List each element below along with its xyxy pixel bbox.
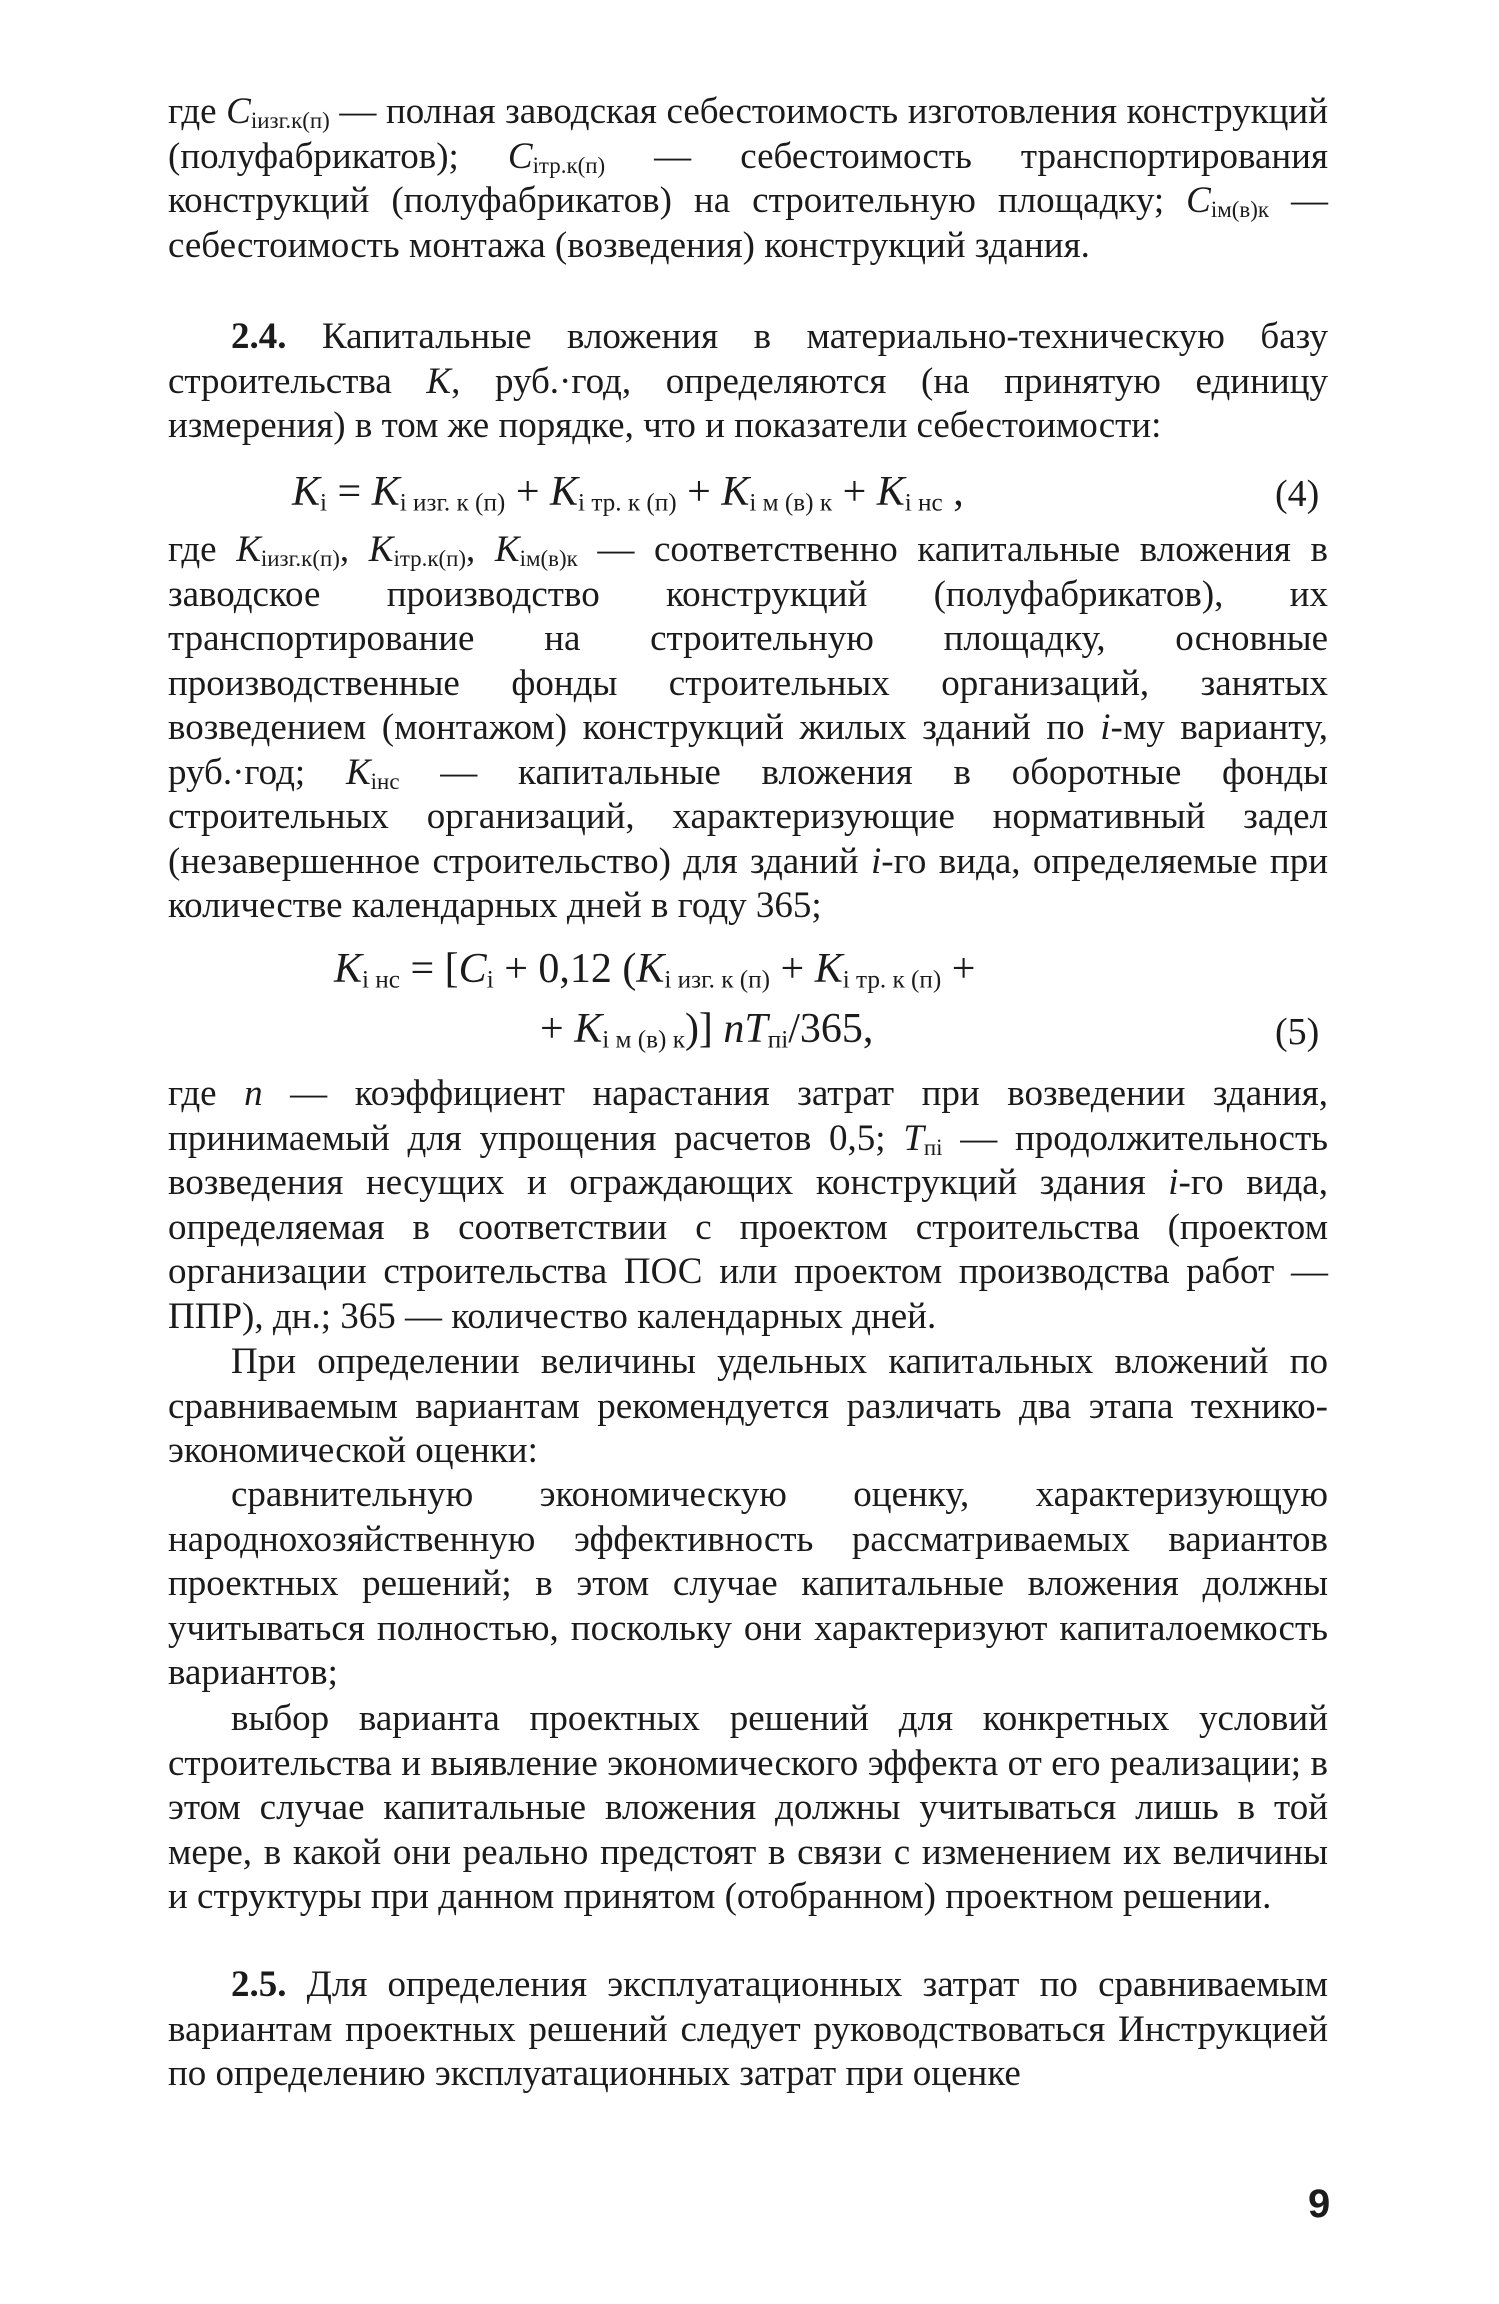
paragraph-coefficient-definitions: где n — коэффициент нарастания затрат при возведении здания, принимаемый для упрощения расчетов 0,5; $T_{пi}$ — продолжительность возведения несущих и ограждающих конструкций здания i-го вида, определяемая в соответствии с проектом строительства (проектом организации строительства ПОС или проектом производства работ — ППР), дн.; 365 — количество календарных дней. <box>168 1073 1328 1337</box>
section-2-5-paragraph: 2.5. Для определения эксплуатационных затрат по сравниваемым вариантам проектных решений следует руководствоваться Инструкцией по определению эксплуатационных затрат при оценке <box>168 1964 1328 2094</box>
page-number: 9 <box>1308 2182 1331 2226</box>
paragraph-investment-definitions: где $K_{iизг.к(п)}$, $K_{iтр.к(п)}$, $K_{iм(в)к}$ — соответственно капитальные вложения в заводское производство конструкций (полуфабрикатов), их транспортирование на строительную площадку, основные производственные фонды строительных организаций, занятых возведением (монтажом) конструкций жилых зданий по i-му варианту, руб.·год; $K_{iнс}$ — капитальные вложения в оборотные фонды строительных организаций, характеризующие нормативный задел (незавершенное строительство) для зданий i-го вида, определяемые при количестве календарных дней в году 365; <box>168 529 1329 926</box>
paragraph-stage-2: выбор варианта проектных решений для конкретных условий строительства и выявление экономического эффекта от его реализации; в этом случае капитальные вложения должны учитываться лишь в той мере, в какой они реально предстоят в связи с изменением их величины и структуры при данном принятом (отобранном) проектном решении. <box>168 1698 1328 1917</box>
paragraph-cost-definitions: где $C_{iизг.к(п)}$ — полная заводская себестоимость изготовления конструкций (полуфабрикатов); $C_{iтр.к(п)}$ — себестоимость транспортирования конструкций (полуфабрикатов) на строительную площадку; $C_{iм(в)к}$ — себестоимость монтажа (возведения) конструкций здания. <box>168 91 1328 266</box>
equation-4-number: (4) <box>1275 473 1320 515</box>
section-number: 2.4. <box>231 316 287 357</box>
paragraph-two-stages: При определении величины удельных капитальных вложений по сравниваемым вариантам рекомендуется различать два этапа технико-экономической оценки: <box>168 1341 1328 1471</box>
equation-4: $K_i = K_{i изг. к (п)} + K_{i тр. к (п)} + K_{i м (в) к} + K_{i нс}$ , <box>292 469 964 517</box>
equation-5-number: (5) <box>1275 1011 1320 1053</box>
paragraph-stage-1: сравнительную экономическую оценку, характеризующую народнохозяйственную эффективность рассматриваемых вариантов проектных решений; в этом случае капитальные вложения должны учитываться полностью, поскольку они характеризуют капиталоемкость вариантов; <box>168 1474 1328 1693</box>
equation-5-line-2: + $K_{i м (в) к}$)] $nT_{пi}/365$, <box>540 1006 874 1054</box>
equation-5-line-1: $K_{i нс} = [C_i + 0,12$ ($K_{i изг. к (п)} + K_{i тр. к (п)}$ + <box>334 946 976 994</box>
section-2-4-paragraph: 2.4. Капитальные вложения в материально-техническую базу строительства K, руб.·год, определяются (на принятую единицу измерения) в том же порядке, что и показатели себестоимости: <box>168 316 1328 446</box>
section-number: 2.5. <box>231 1964 287 2005</box>
